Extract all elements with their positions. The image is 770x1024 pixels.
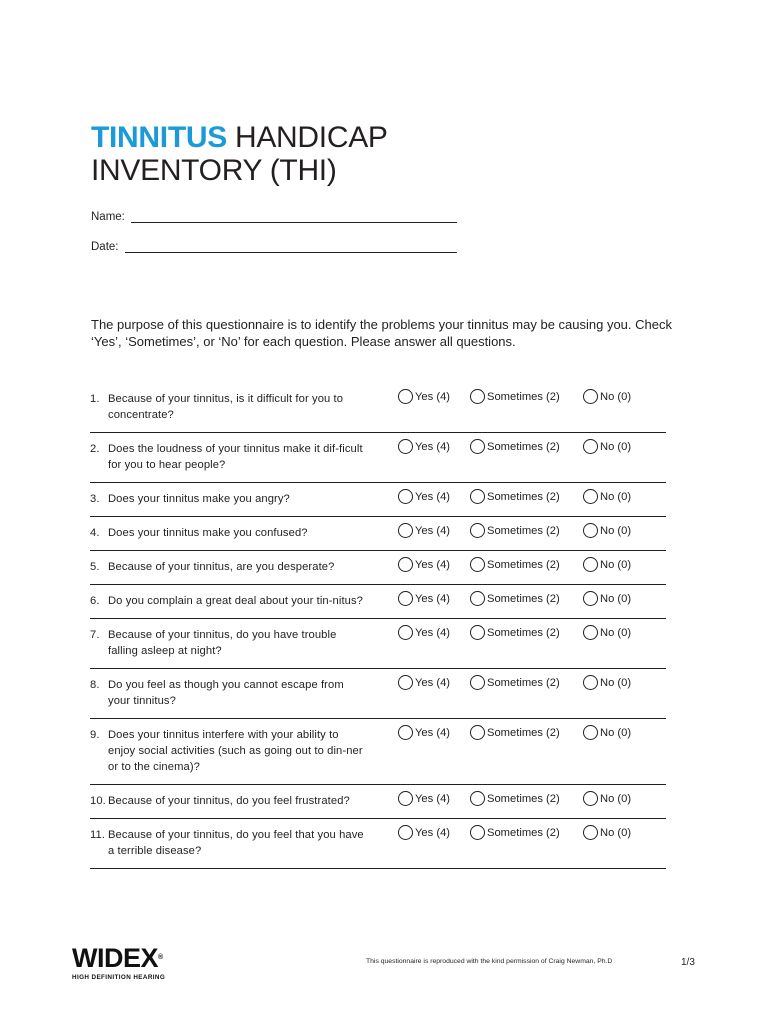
radio-circle-icon[interactable] xyxy=(470,675,485,690)
option-no[interactable] xyxy=(583,625,631,640)
radio-circle-icon[interactable] xyxy=(583,489,598,504)
name-field xyxy=(91,211,457,223)
question-number: 6. xyxy=(90,595,100,607)
option-label: No (0) xyxy=(600,592,632,605)
option-yes[interactable] xyxy=(398,825,450,840)
option-label: No (0) xyxy=(600,826,632,839)
title-line2: INVENTORY (THI) xyxy=(91,154,337,187)
option-sometimes[interactable] xyxy=(470,489,560,504)
question-label: Because of your tinnitus, do you have trouble falling asleep at night? xyxy=(108,629,337,657)
radio-circle-icon[interactable] xyxy=(398,725,413,740)
question-number: 3. xyxy=(90,493,100,505)
date-input-line[interactable] xyxy=(125,242,457,253)
radio-circle-icon[interactable] xyxy=(583,675,598,690)
option-label: Yes (4) xyxy=(415,558,451,571)
answer-options xyxy=(398,439,666,459)
question-text xyxy=(90,391,365,423)
option-no[interactable] xyxy=(583,591,631,606)
option-yes[interactable] xyxy=(398,557,450,572)
page-title xyxy=(91,121,388,187)
question-number: 8. xyxy=(90,679,100,691)
radio-circle-icon[interactable] xyxy=(470,523,485,538)
question-label: Do you feel as though you cannot escape from your tinnitus? xyxy=(108,679,344,707)
option-label: Yes (4) xyxy=(415,792,451,805)
radio-circle-icon[interactable] xyxy=(583,725,598,740)
radio-circle-icon[interactable] xyxy=(470,557,485,572)
option-no[interactable] xyxy=(583,791,631,806)
option-sometimes[interactable] xyxy=(470,389,560,404)
option-sometimes[interactable] xyxy=(470,557,560,572)
option-label: No (0) xyxy=(600,676,632,689)
radio-circle-icon[interactable] xyxy=(398,557,413,572)
radio-circle-icon[interactable] xyxy=(470,791,485,806)
radio-circle-icon[interactable] xyxy=(583,557,598,572)
logo-tagline: HIGH DEFINITION HEARING xyxy=(72,974,166,981)
question-label: Does the loudness of your tinnitus make it dif-ficult for you to hear people? xyxy=(108,443,363,471)
option-label: No (0) xyxy=(600,440,632,453)
option-no[interactable] xyxy=(583,825,631,840)
option-sometimes[interactable] xyxy=(470,591,560,606)
question-text xyxy=(90,627,365,659)
question-text xyxy=(90,441,365,473)
answer-options xyxy=(398,389,666,409)
option-label: Sometimes (2) xyxy=(487,524,560,537)
title-accent: TINNITUS xyxy=(91,121,227,154)
option-yes[interactable] xyxy=(398,591,450,606)
question-label: Because of your tinnitus, are you desperate? xyxy=(108,561,335,573)
option-yes[interactable] xyxy=(398,675,450,690)
question-row xyxy=(90,585,666,619)
radio-circle-icon[interactable] xyxy=(583,523,598,538)
question-row xyxy=(90,517,666,551)
option-label: Yes (4) xyxy=(415,490,451,503)
option-no[interactable] xyxy=(583,439,631,454)
option-label: Yes (4) xyxy=(415,826,451,839)
question-label: Because of your tinnitus, do you feel that you have a terrible disease? xyxy=(108,829,364,857)
question-number: 2. xyxy=(90,443,100,455)
radio-circle-icon[interactable] xyxy=(398,489,413,504)
radio-circle-icon[interactable] xyxy=(398,591,413,606)
question-text xyxy=(90,491,365,507)
question-row xyxy=(90,785,666,819)
answer-options xyxy=(398,591,666,611)
radio-circle-icon[interactable] xyxy=(398,791,413,806)
question-row xyxy=(90,669,666,719)
answer-options xyxy=(398,825,666,845)
option-label: Sometimes (2) xyxy=(487,792,560,805)
question-label: Do you complain a great deal about your tin-nitus? xyxy=(108,595,364,607)
option-yes[interactable] xyxy=(398,523,450,538)
question-text xyxy=(90,677,365,709)
option-label: No (0) xyxy=(600,524,632,537)
radio-circle-icon[interactable] xyxy=(583,791,598,806)
option-label: Sometimes (2) xyxy=(487,440,560,453)
option-label: Sometimes (2) xyxy=(487,558,560,571)
option-sometimes[interactable] xyxy=(470,825,560,840)
option-label: Sometimes (2) xyxy=(487,490,560,503)
question-number: 10. xyxy=(90,795,106,807)
radio-circle-icon[interactable] xyxy=(398,675,413,690)
name-label: Name: xyxy=(91,211,125,223)
option-yes[interactable] xyxy=(398,725,450,740)
radio-circle-icon[interactable] xyxy=(583,389,598,404)
option-label: Sometimes (2) xyxy=(487,726,560,739)
question-text xyxy=(90,727,365,775)
question-label: Does your tinnitus make you confused? xyxy=(108,527,308,539)
logo-text: WIDEX xyxy=(72,943,159,973)
option-label: Sometimes (2) xyxy=(487,390,560,403)
answer-options xyxy=(398,791,666,811)
option-label: Sometimes (2) xyxy=(487,676,560,689)
question-row xyxy=(90,433,666,483)
answer-options xyxy=(398,675,666,695)
radio-circle-icon[interactable] xyxy=(398,523,413,538)
option-label: Yes (4) xyxy=(415,626,451,639)
question-label: Because of your tinnitus, do you feel frustrated? xyxy=(108,795,350,807)
question-label: Does your tinnitus make you angry? xyxy=(108,493,290,505)
radio-circle-icon[interactable] xyxy=(470,825,485,840)
question-number: 1. xyxy=(90,393,100,405)
option-no[interactable] xyxy=(583,675,631,690)
question-list xyxy=(90,383,666,869)
option-label: Sometimes (2) xyxy=(487,626,560,639)
date-label: Date: xyxy=(91,241,119,253)
option-label: No (0) xyxy=(600,558,632,571)
option-label: Sometimes (2) xyxy=(487,826,560,839)
radio-circle-icon[interactable] xyxy=(583,625,598,640)
permission-note: This questionnaire is reproduced with the kind permission of Craig Newman, Ph.D xyxy=(366,958,613,965)
radio-circle-icon[interactable] xyxy=(470,389,485,404)
question-row xyxy=(90,483,666,517)
date-field xyxy=(91,241,457,253)
option-label: No (0) xyxy=(600,490,632,503)
question-number: 5. xyxy=(90,561,100,573)
option-sometimes[interactable] xyxy=(470,675,560,690)
option-sometimes[interactable] xyxy=(470,725,560,740)
logo-registered-mark: ® xyxy=(158,954,163,961)
option-label: Yes (4) xyxy=(415,524,451,537)
intro-text: The purpose of this questionnaire is to identify the problems your tinnitus may be causing you. Check ‘Yes’, ‘Sometimes’, or ‘No’ for each question. Please answer all questions. xyxy=(91,317,672,349)
option-sometimes[interactable] xyxy=(470,523,560,538)
option-no[interactable] xyxy=(583,389,631,404)
option-label: No (0) xyxy=(600,726,632,739)
option-no[interactable] xyxy=(583,489,631,504)
question-label: Because of your tinnitus, is it difficult for you to concentrate? xyxy=(108,393,344,421)
radio-circle-icon[interactable] xyxy=(398,625,413,640)
option-yes[interactable] xyxy=(398,489,450,504)
question-row xyxy=(90,551,666,585)
question-number: 11. xyxy=(90,829,106,841)
question-text xyxy=(90,525,365,541)
widex-logo xyxy=(72,944,165,981)
question-row xyxy=(90,819,666,869)
option-sometimes[interactable] xyxy=(470,791,560,806)
question-text xyxy=(90,793,365,809)
option-label: Yes (4) xyxy=(415,592,451,605)
option-label: No (0) xyxy=(600,626,632,639)
answer-options xyxy=(398,725,666,745)
answer-options xyxy=(398,625,666,645)
option-label: No (0) xyxy=(600,792,632,805)
radio-circle-icon[interactable] xyxy=(470,439,485,454)
option-yes[interactable] xyxy=(398,791,450,806)
radio-circle-icon[interactable] xyxy=(398,389,413,404)
question-number: 4. xyxy=(90,527,100,539)
radio-circle-icon[interactable] xyxy=(583,439,598,454)
question-number: 7. xyxy=(90,629,100,641)
option-sometimes[interactable] xyxy=(470,439,560,454)
answer-options xyxy=(398,489,666,509)
option-sometimes[interactable] xyxy=(470,625,560,640)
radio-circle-icon[interactable] xyxy=(470,489,485,504)
radio-circle-icon[interactable] xyxy=(398,439,413,454)
option-yes[interactable] xyxy=(398,625,450,640)
question-row xyxy=(90,383,666,433)
option-yes[interactable] xyxy=(398,439,450,454)
page-number: 1/3 xyxy=(681,957,695,968)
option-label: Yes (4) xyxy=(415,726,451,739)
question-row xyxy=(90,719,666,785)
radio-circle-icon[interactable] xyxy=(470,725,485,740)
question-text xyxy=(90,593,365,609)
option-label: Sometimes (2) xyxy=(487,592,560,605)
name-input-line[interactable] xyxy=(131,212,457,223)
radio-circle-icon[interactable] xyxy=(470,591,485,606)
question-text xyxy=(90,827,365,859)
question-text xyxy=(90,559,365,575)
option-no[interactable] xyxy=(583,557,631,572)
option-no[interactable] xyxy=(583,725,631,740)
radio-circle-icon[interactable] xyxy=(583,825,598,840)
answer-options xyxy=(398,557,666,577)
title-rest: HANDICAP xyxy=(234,121,388,154)
option-label: Yes (4) xyxy=(415,440,451,453)
option-label: Yes (4) xyxy=(415,390,451,403)
question-number: 9. xyxy=(90,729,100,741)
option-label: Yes (4) xyxy=(415,676,451,689)
radio-circle-icon[interactable] xyxy=(583,591,598,606)
question-row xyxy=(90,619,666,669)
option-no[interactable] xyxy=(583,523,631,538)
radio-circle-icon[interactable] xyxy=(470,625,485,640)
option-label: No (0) xyxy=(600,390,632,403)
option-yes[interactable] xyxy=(398,389,450,404)
radio-circle-icon[interactable] xyxy=(398,825,413,840)
answer-options xyxy=(398,523,666,543)
question-label: Does your tinnitus interfere with your ability to enjoy social activities (such as going out to din-ner or to the cinema)? xyxy=(108,729,363,773)
